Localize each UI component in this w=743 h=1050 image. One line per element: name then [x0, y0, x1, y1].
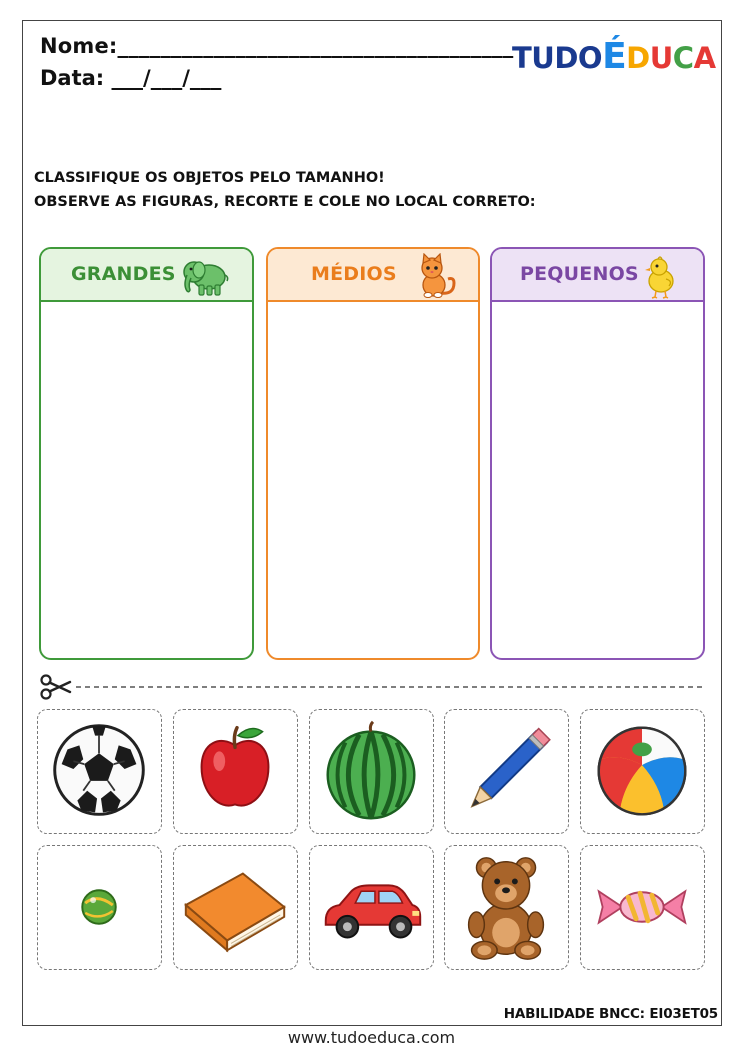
- column-medios-label: MÉDIOS: [311, 263, 397, 285]
- column-grandes-header: [41, 249, 252, 302]
- cut-line: [40, 672, 706, 702]
- chick-icon: [636, 253, 686, 299]
- column-grandes-label: GRANDES: [71, 263, 176, 285]
- card-marble[interactable]: [37, 845, 162, 970]
- card-toy-car[interactable]: [309, 845, 434, 970]
- column-pequenos-label: PEQUENOS: [520, 263, 639, 285]
- soccer-ball-icon: [38, 710, 161, 833]
- card-watermelon[interactable]: [309, 709, 434, 834]
- instruction-line-1: CLASSIFIQUE OS OBJETOS PELO TAMANHO!: [34, 170, 385, 186]
- pencil-icon: [445, 710, 568, 833]
- beach-ball-icon: [581, 710, 704, 833]
- scissors-icon: [42, 676, 71, 699]
- card-teddy-bear[interactable]: [444, 845, 569, 970]
- toy-car-icon: [310, 846, 433, 969]
- card-apple[interactable]: [173, 709, 298, 834]
- instruction-line-2: OBSERVE AS FIGURAS, RECORTE E COLE NO LOCAL CORRETO:: [34, 194, 536, 210]
- card-candy[interactable]: [580, 845, 705, 970]
- tudoeduca-logo: [512, 26, 722, 82]
- column-medios-header: [268, 249, 478, 302]
- teddy-bear-icon: [445, 846, 568, 969]
- instructions: [34, 166, 536, 214]
- book-icon: [174, 846, 297, 969]
- card-pencil[interactable]: [444, 709, 569, 834]
- bncc-skill: HABILIDADE BNCC: EI03ET05: [503, 1006, 718, 1022]
- logo-part-a: A: [693, 41, 716, 75]
- column-grandes[interactable]: [39, 247, 254, 660]
- logo-part-tudo: TUDO: [512, 41, 603, 75]
- footer-url[interactable]: www.tudoeduca.com: [287, 1028, 456, 1047]
- column-pequenos[interactable]: [490, 247, 705, 660]
- logo-part-d: D: [626, 41, 650, 75]
- logo-part-e: É: [602, 36, 627, 77]
- column-pequenos-header: [492, 249, 703, 302]
- cat-icon: [410, 253, 460, 299]
- date-field[interactable]: Data: ___/___/___: [40, 66, 222, 90]
- name-field[interactable]: Nome:_____________________________________: [40, 34, 514, 58]
- card-soccer-ball[interactable]: [37, 709, 162, 834]
- logo-part-u: U: [649, 41, 673, 75]
- candy-icon: [581, 846, 704, 969]
- column-medios[interactable]: [266, 247, 480, 660]
- logo-part-c: C: [672, 41, 694, 75]
- marble-icon: [38, 846, 161, 969]
- card-book[interactable]: [173, 845, 298, 970]
- apple-icon: [174, 710, 297, 833]
- card-beach-ball[interactable]: [580, 709, 705, 834]
- watermelon-icon: [310, 710, 433, 833]
- elephant-icon: [181, 253, 231, 299]
